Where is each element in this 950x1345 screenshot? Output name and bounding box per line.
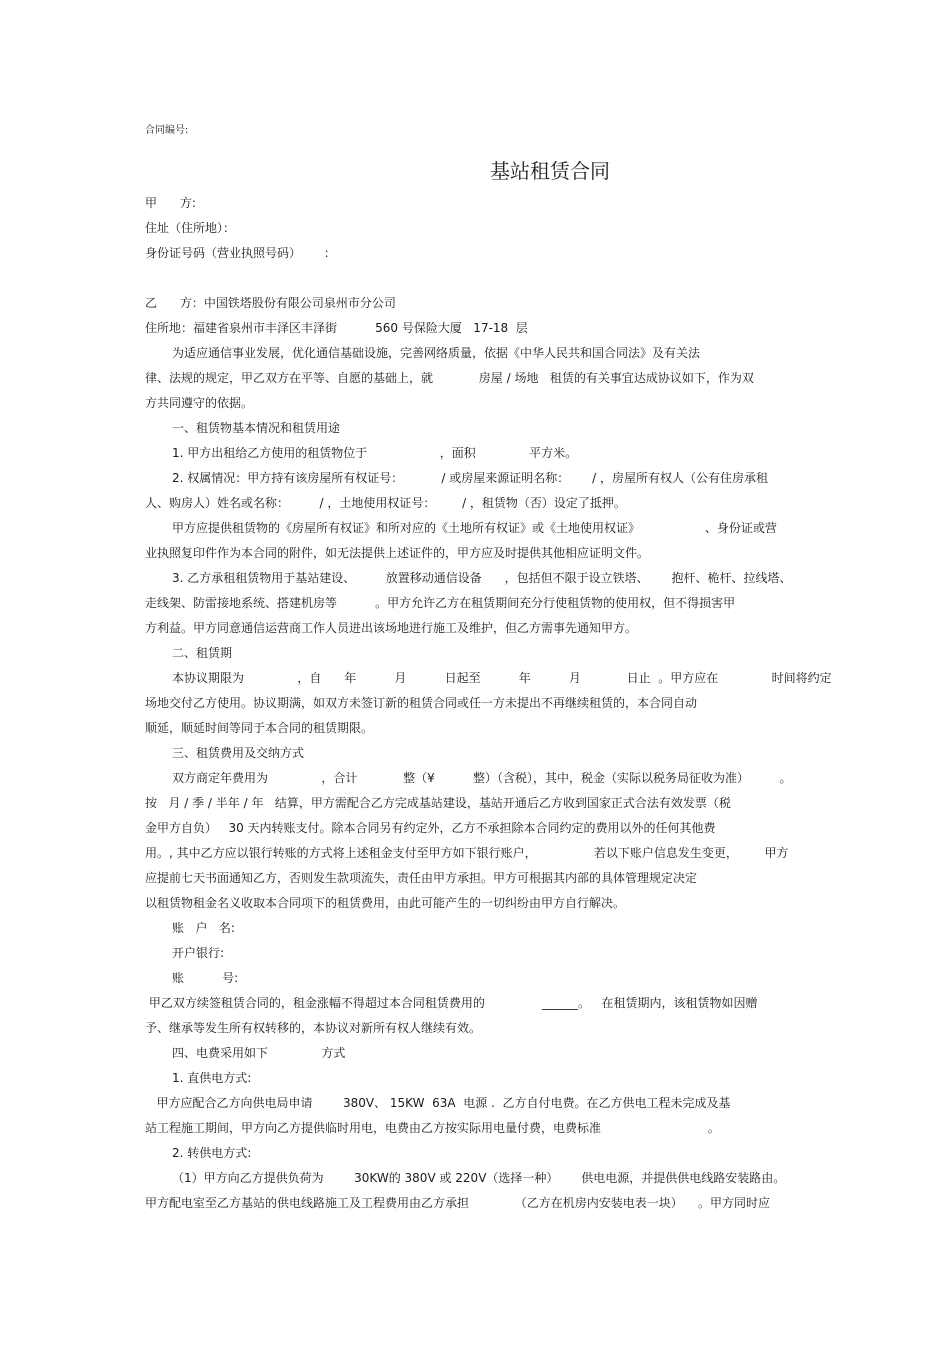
contract-text-line: 以租赁物租金名义收取本合同项下的租赁费用，由此可能产生的一切纠纷由甲方自行解决。 (145, 896, 626, 910)
document-title: 基站租赁合同 (490, 159, 610, 183)
contract-text-line: 账 号: (172, 971, 239, 985)
contract-text-line: 站工程施工期间，甲方向乙方提供临时用电，电费由乙方按实际用电量付费，电费标准 。 (145, 1121, 720, 1135)
contract-text-line: 账 户 名: (172, 921, 235, 935)
contract-text-line: 二、租赁期 (172, 646, 233, 660)
contract-text-line: 予、继承等发生所有权转移的，本协议对新所有权人继续有效。 (145, 1021, 482, 1035)
contract-text-line: 走线架、防雷接地系统、搭建机房等 。甲方允许乙方在租赁期间充分行使租赁物的使用权，但不得损害甲 (145, 596, 736, 610)
contract-text-line: 方共同遵守的依据。 (145, 396, 254, 410)
contract-text-line: 身份证号码（营业执照号码） ： (145, 246, 336, 260)
contract-text-line: 甲 方: (145, 196, 196, 210)
contract-text-line: 本协议期限为 ，自 年 月 日起至 年 月 日止 。甲方应在 时间将约定 (172, 671, 832, 685)
contract-text-line: 应提前七天书面通知乙方，否则发生款项流失，责任由甲方承担。甲方可根据其内部的具体管理规定决定 (145, 871, 698, 885)
contract-text-line: 方利益。甲方同意通信运营商工作人员进出该场地进行施工及维护，但乙方需事先通知甲方。 (145, 621, 638, 635)
contract-text-line: 1. 甲方出租给乙方使用的租赁物位于 ，面积 平方米。 (172, 446, 578, 460)
contract-text-line: 甲方配电室至乙方基站的供电线路施工及工程费用由乙方承担 （乙方在机房内安装电表一块） 。甲方同时应 (145, 1196, 771, 1210)
contract-text-line: 住所地：福建省泉州市丰泽区丰泽街 560 号保险大厦 17-18 层 (145, 321, 528, 335)
contract-text-line: 双方商定年费用为 ，合计 整（¥ 整）（含税），其中，税金（实际以税务局征收为准） 。 (172, 771, 792, 785)
contract-text-line: 律、法规的规定，甲乙双方在平等、自愿的基础上，就 房屋 / 场地 租赁的有关事宜达成协议如下，作为双 (145, 371, 754, 385)
contract-text-line: 为适应通信事业发展，优化通信基础设施，完善网络质量，依据《中华人民共和国合同法》及有关法 (172, 346, 701, 360)
contract-text-line: 按 月 / 季 / 半年 / 年 结算，甲方需配合乙方完成基站建设，基站开通后乙方收到国家正式合法有效发票（税 (145, 796, 731, 810)
contract-text-line: 用。, 其中乙方应以银行转账的方式将上述租金支付至甲方如下银行账户， 若以下账户信息发生变更， 甲方 (145, 846, 789, 860)
contract-text-line: 甲方应提供租赁物的《房屋所有权证》和所对应的《土地所有权证》或《土地使用权证》 、身份证或营 (172, 521, 777, 535)
contract-text-line: 1. 直供电方式: (172, 1071, 252, 1085)
contract-number-label: 合同编号: (145, 125, 189, 136)
contract-text-line: 顺延，顺延时间等同于本合同的租赁期限。 (145, 721, 374, 735)
contract-text-line: 2. 转供电方式: (172, 1146, 252, 1160)
contract-text-line: 甲乙双方续签租赁合同的，租金涨幅不得超过本合同租赁费用的 ______。 在租赁期内，该租赁物如因赠 (145, 996, 758, 1010)
contract-text-line: 业执照复印件作为本合同的附件，如无法提供上述证件的，甲方应及时提供其他相应证明文件。 (145, 546, 650, 560)
contract-text-line: 2. 权属情况：甲方持有该房屋所有权证号： / 或房屋来源证明名称： / ，房屋所有权人（公有住房承租 (172, 471, 769, 485)
contract-text-line: 3. 乙方承租租赁物用于基站建设、 放置移动通信设备 ，包括但不限于设立铁塔、 抱杆、桅杆、拉线塔、 (172, 571, 792, 585)
contract-text-line: 乙 方：中国铁塔股份有限公司泉州市分公司 (145, 296, 396, 310)
contract-text-line: 人、购房人）姓名或名称： / ，土地使用权证号： / ，租赁物（否）设定了抵押。 (145, 496, 626, 510)
contract-text-line: 三、租赁费用及交纳方式 (172, 746, 305, 760)
contract-text-line: 一、租赁物基本情况和租赁用途 (172, 421, 341, 435)
contract-text-line: 开户银行: (172, 946, 225, 960)
contract-text-line: 住址（住所地）： (145, 221, 236, 235)
contract-text-line: 甲方应配合乙方向供电局申请 380V、 15KW 63A 电源 . 乙方自付电费。在乙方供电工程未完成及基 (145, 1096, 731, 1110)
contract-text-line: 四、电费采用如下 方式 (172, 1046, 346, 1060)
contract-text-line: （1）甲方向乙方提供负荷为 30KW的 380V 或 220V（选择一种） 供电电源，并提供供电线路安装路由。 (172, 1171, 786, 1185)
contract-text-line: 场地交付乙方使用。协议期满，如双方未签订新的租赁合同或任一方未提出不再继续租赁的，本合同自动 (145, 696, 698, 710)
contract-text-line: 金甲方自负） 30 天内转账支付。除本合同另有约定外，乙方不承担除本合同约定的费用以外的任何其他费 (145, 821, 716, 835)
